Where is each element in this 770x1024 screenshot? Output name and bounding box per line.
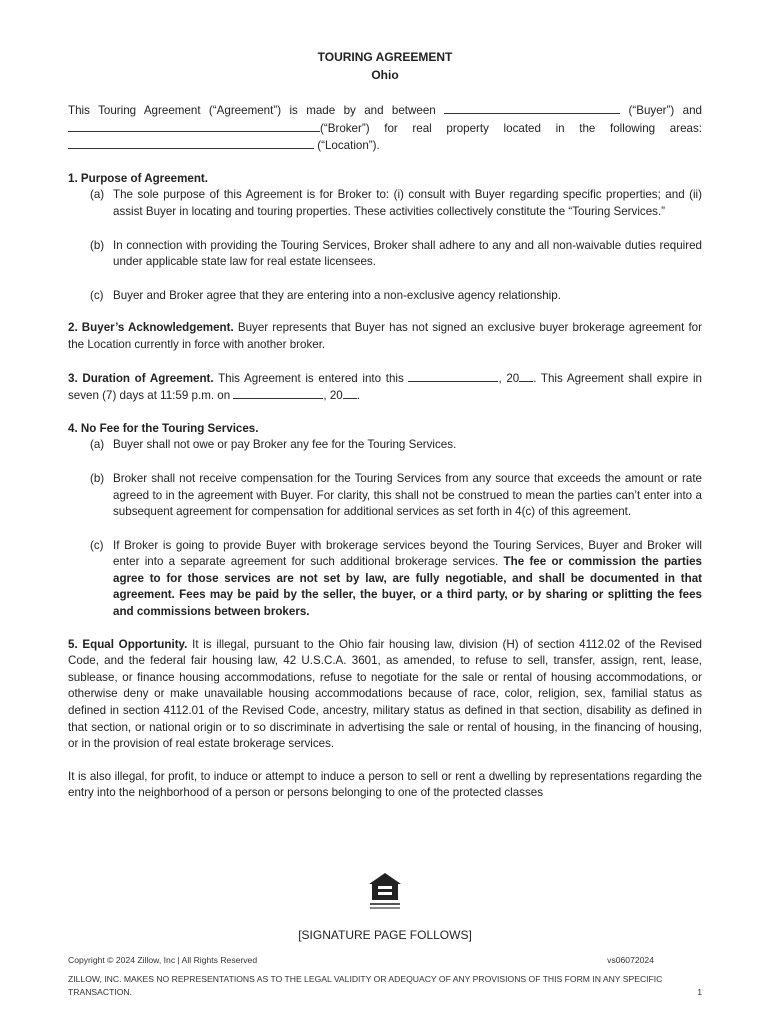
section-text-continued: It is also illegal, for profit, to induce or attempt to induce a person to sell or rent a dwelling by representations regarding the entry into the neighborhood of a person or persons belonging to one of the protected classes — [68, 769, 702, 800]
item-label: (a) — [90, 438, 105, 452]
broker-name-blank[interactable] — [68, 120, 320, 132]
section-text: . This Agreement shall expire in seven (7) days at 11:59 p.m. on — [68, 371, 702, 403]
start-year-blank[interactable] — [519, 370, 533, 382]
item-label: (c) — [90, 288, 104, 302]
page-number: 1 — [697, 987, 702, 997]
intro-paragraph — [68, 102, 702, 155]
section-heading: 1. Purpose of Agreement. — [68, 171, 209, 185]
item-text: Buyer shall not owe or pay Broker any fee for the Touring Services. — [113, 438, 457, 452]
section-equal-opportunity — [68, 637, 702, 753]
item-text-plain: If Broker is going to provide Buyer with brokerage services beyond the Touring Services, Buyer and Broker will enter into a separate agreement for such additional brokerage services. — [113, 538, 702, 569]
location-label: (“Location”). — [317, 139, 380, 153]
item-text: In connection with providing the Touring Services, Broker shall adhere to any and all non-waivable duties required under applicable state law for real estate licensees. — [113, 238, 702, 269]
item-text: Buyer and Broker agree that they are entering into a non-exclusive agency relationship. — [113, 288, 561, 302]
equal-housing-opportunity-icon — [368, 872, 402, 912]
item-label: (c) — [90, 538, 104, 552]
disclaimer-text: ZILLOW, INC. MAKES NO REPRESENTATIONS AS TO THE LEGAL VALIDITY OR ADEQUACY OF ANY PROVISIONS OF THIS FORM IN ANY SPECIFIC TRANSACTION. — [68, 974, 663, 997]
period: . — [356, 389, 360, 403]
section-text: Buyer represents that Buyer has not signed an exclusive buyer brokerage agreement for the Location currently in force with another broker. — [68, 321, 702, 351]
document-page — [68, 48, 702, 802]
document-title: TOURING AGREEMENT — [317, 50, 453, 64]
signature-page-note: [SIGNATURE PAGE FOLLOWS] — [298, 928, 472, 942]
expiry-date-blank[interactable] — [233, 387, 323, 399]
page-footer — [68, 954, 702, 999]
expiry-year-blank[interactable] — [343, 387, 357, 399]
section-heading: 3. Duration of Agreement. — [68, 371, 214, 385]
section-duration — [68, 370, 702, 405]
location-blank[interactable] — [68, 137, 314, 149]
intro-text: This Touring Agreement (“Agreement”) is made by and between — [68, 104, 436, 117]
section-heading: 2. Buyer’s Acknowledgement. — [68, 321, 234, 335]
year-prefix: , 20 — [498, 371, 520, 385]
section-heading: 4. No Fee for the Touring Services. — [68, 421, 259, 435]
list-item — [90, 238, 702, 271]
list-item — [90, 288, 702, 305]
broker-label: (“Broker”) for real property located in the following areas: — [320, 121, 702, 135]
item-text: The sole purpose of this Agreement is for Broker to: (i) consult with Buyer regarding specific properties; and (ii) assist Buyer in locating and touring properties. These activities collectively constitute the “Touring Services.” — [113, 188, 702, 218]
buyer-label: (“Buyer”) — [628, 104, 675, 117]
copyright-text: Copyright © 2024 Zillow, Inc | All Rights Reserved — [68, 955, 258, 965]
year-prefix: , 20 — [323, 389, 343, 403]
item-text: Broker shall not receive compensation for the Touring Services from any source that exceeds the amount or rate agreed to in the agreement with Buyer. For clarity, this shall not be construed to mean the parties can’t enter into a subsequent agreement for compensation for additional services as set forth in 4(c) of this agreement. — [113, 471, 702, 519]
start-date-blank[interactable] — [408, 370, 498, 382]
list-item — [90, 437, 702, 454]
buyer-name-blank[interactable] — [444, 102, 620, 114]
document-state: Ohio — [371, 68, 399, 82]
and-label: and — [682, 104, 702, 117]
item-text-bold: The fee or commission the parties agree to for those services are not set by law, are fully negotiable, and shall be documented in that agreement. Fees may be paid by the seller, the buyer, or a third party, or by sharing or splitting the fees and commissions between brokers. — [113, 555, 702, 619]
list-item — [90, 471, 702, 521]
item-text — [113, 538, 702, 621]
item-label: (a) — [90, 188, 105, 202]
item-label: (b) — [90, 471, 105, 485]
section-text: This Agreement is entered into this — [218, 371, 404, 385]
section-purpose — [68, 171, 702, 305]
version-code: vs06072024 — [607, 955, 654, 965]
section-heading: 5. Equal Opportunity. — [68, 637, 188, 651]
section-no-fee — [68, 421, 702, 621]
section-text: It is illegal, pursuant to the Ohio fair housing law, division (H) of section 4112.02 of the Revised Code, and the federal fair housing law, 42 U.S.C.A. 3601, as amended, to refuse to sell, transfer, assign, rent, lease, sublease, or finance housing accommodations, refuse to negotiate for the sale or rental of housing accommodations, or otherwise deny or make unavailable housing accommodations because of race, color, religion, sex, familial status as defined in section 4112.01 of the Revised Code, ancestry, military status as defined in that section, disability as defined in that section, or national origin or to so discriminate in advertising the sale or rental of housing, in the financing of housing, or in the provision of real estate brokerage services. — [68, 637, 702, 751]
list-item — [90, 538, 702, 621]
section-acknowledgement — [68, 320, 702, 353]
item-label: (b) — [90, 238, 105, 252]
list-item — [90, 187, 702, 220]
